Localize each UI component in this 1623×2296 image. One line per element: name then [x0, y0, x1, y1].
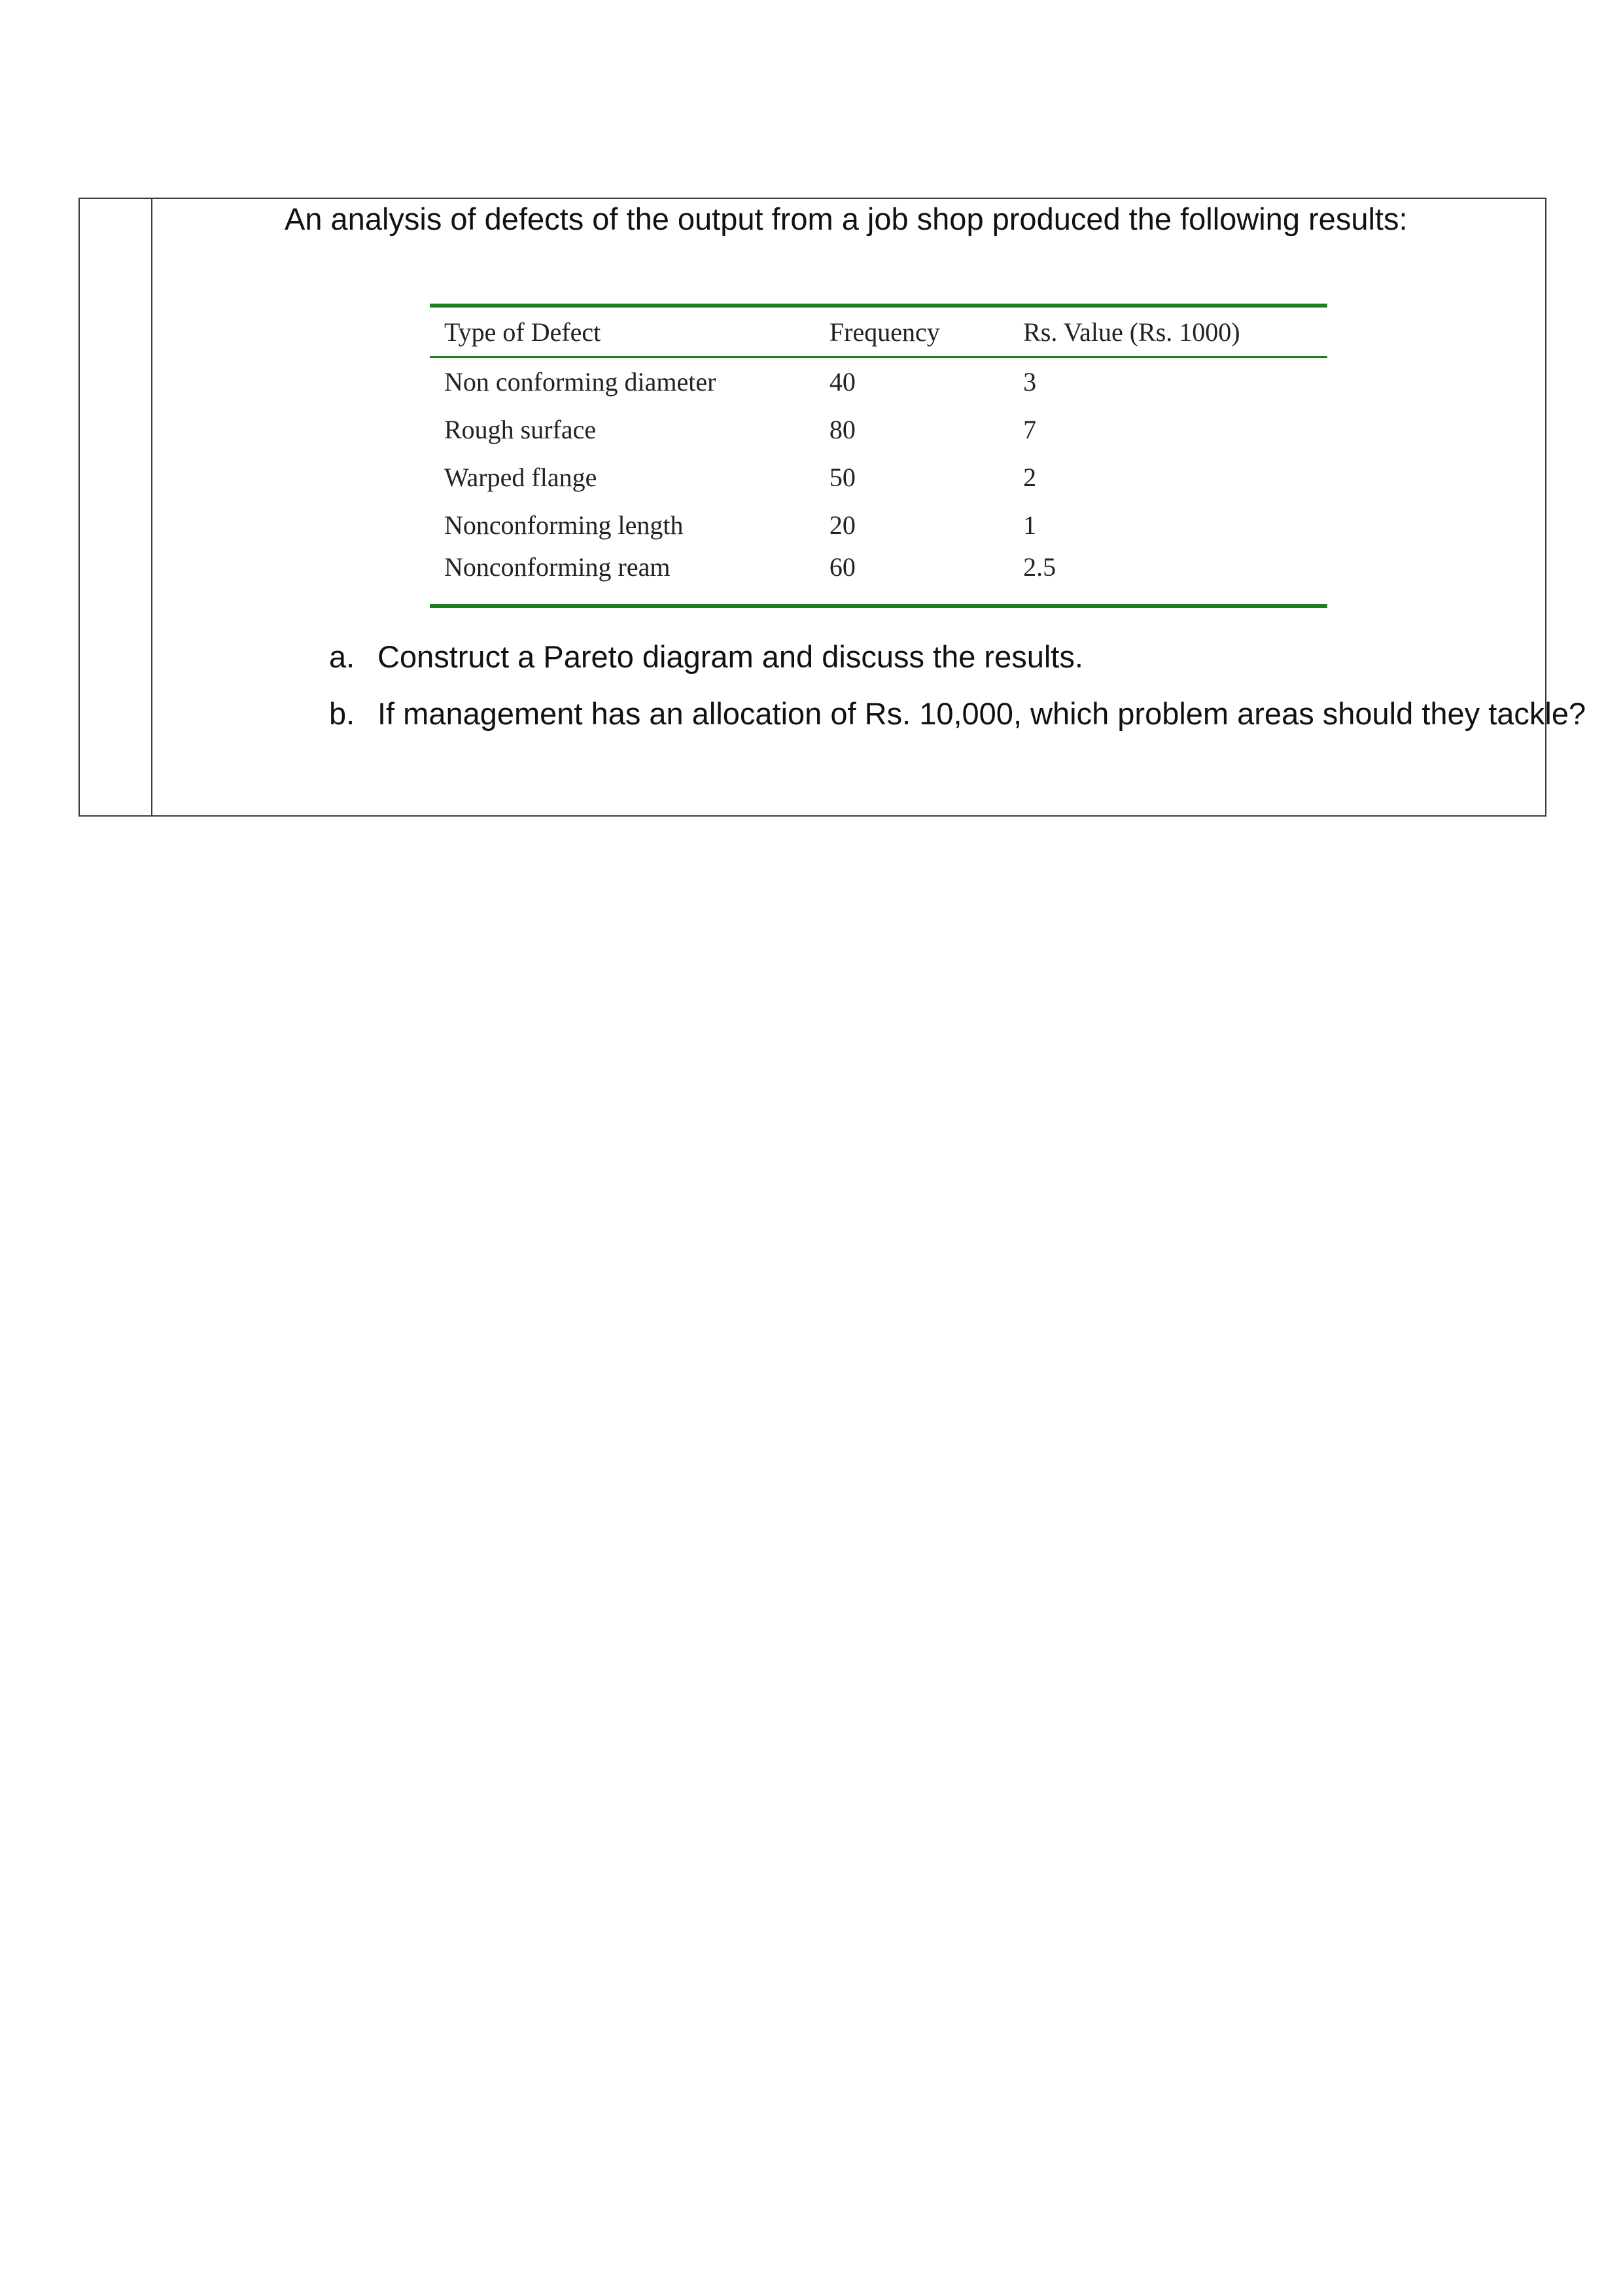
cell-defect-type: Nonconforming length: [444, 510, 684, 540]
cell-frequency: 80: [829, 415, 856, 444]
cell-defect-type: Rough surface: [444, 415, 597, 444]
cell-frequency: 60: [829, 552, 856, 582]
question-box: [79, 198, 1586, 817]
defect-table: [430, 304, 1327, 608]
cell-rs-value: 2: [1023, 463, 1037, 492]
table-row: [430, 406, 1327, 453]
cell-frequency: 50: [829, 463, 856, 492]
cell-rs-value: 3: [1023, 367, 1037, 397]
table-row: [430, 501, 1327, 549]
cell-frequency: 40: [829, 367, 856, 397]
task-item: [329, 637, 1586, 694]
cell-rs-value: 1: [1023, 510, 1037, 540]
header-type-of-defect: Type of Defect: [444, 317, 601, 347]
task-text: If management has an allocation of Rs. 10,000, which problem areas should they tackle?: [377, 696, 1586, 731]
header-frequency: Frequency: [829, 317, 940, 347]
cell-rs-value: 7: [1023, 415, 1037, 444]
question-number-column: [80, 199, 152, 815]
cell-frequency: 20: [829, 510, 856, 540]
table-row: [430, 453, 1327, 501]
table-row: [430, 549, 1327, 606]
task-list: [329, 637, 1586, 751]
task-item: [329, 694, 1586, 751]
cell-rs-value: 2.5: [1023, 552, 1056, 582]
question-intro: An analysis of defects of the output from a job shop produced the following results:: [285, 202, 1408, 236]
cell-defect-type: Nonconforming ream: [444, 552, 671, 582]
cell-defect-type: Warped flange: [444, 463, 597, 492]
task-marker: b.: [329, 696, 355, 731]
table-row: [430, 357, 1327, 406]
cell-defect-type: Non conforming diameter: [444, 367, 716, 397]
header-rs-value: Rs. Value (Rs. 1000): [1023, 317, 1240, 347]
question-content: [152, 199, 1586, 815]
task-marker: a.: [329, 639, 355, 674]
task-text: Construct a Pareto diagram and discuss the results.: [377, 639, 1083, 674]
table-header-row: [430, 306, 1327, 357]
